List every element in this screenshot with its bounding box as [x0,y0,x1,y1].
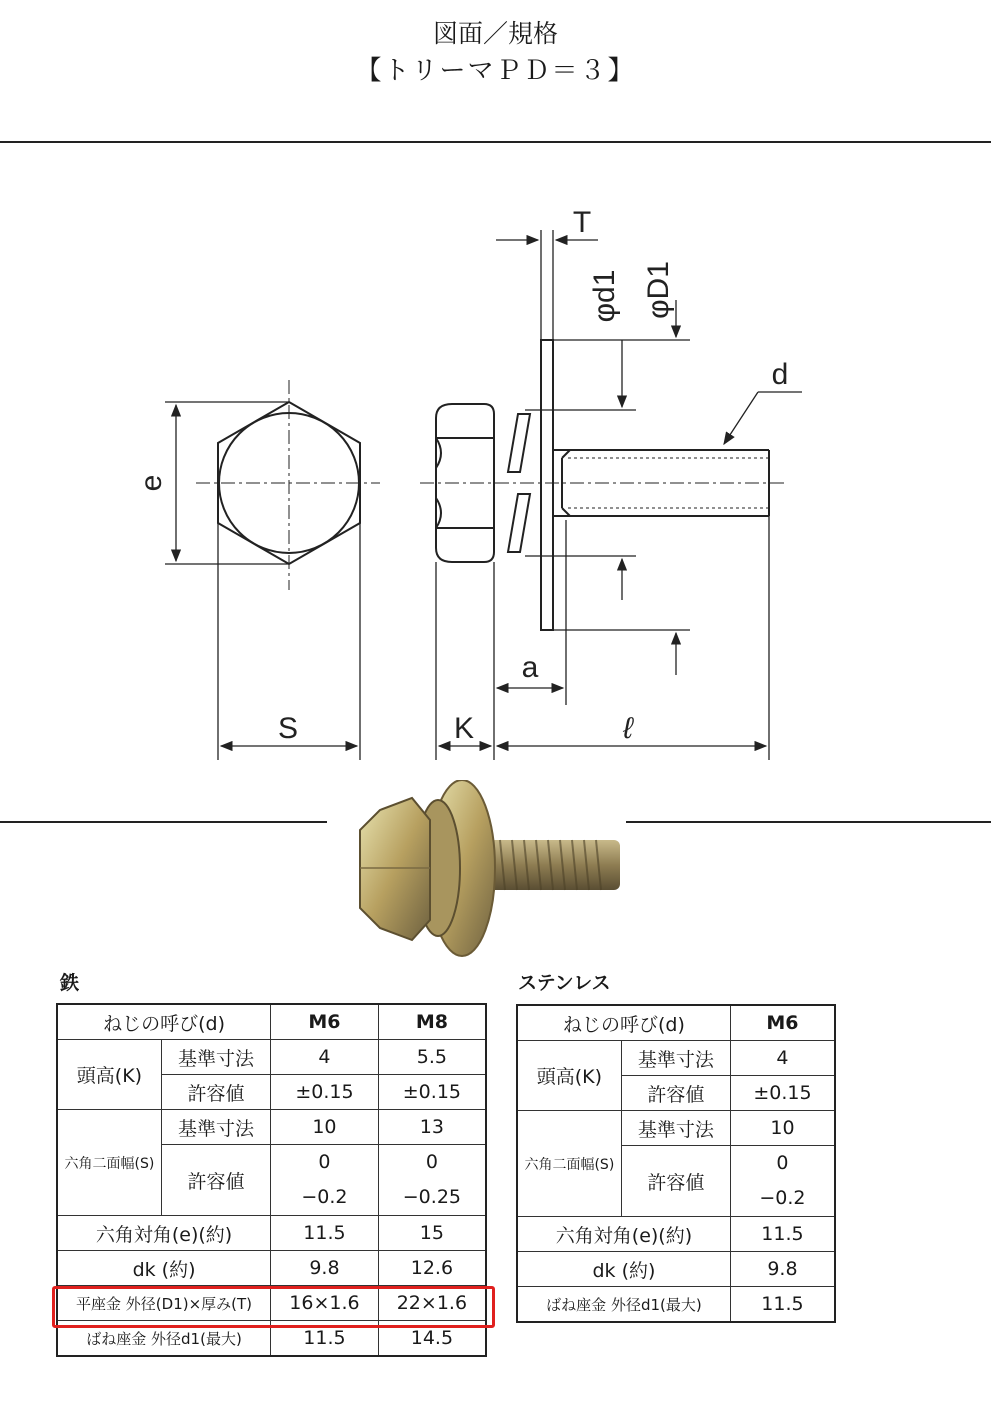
cell: 10 [271,1110,379,1145]
tol-label: 許容値 [621,1146,730,1217]
cell: 4 [730,1041,835,1076]
cell: 9.8 [730,1252,835,1287]
label-l: ℓ [623,712,633,745]
head-height-label: 頭高(K) [517,1041,621,1111]
tol-upper: 0 [776,1152,789,1174]
flat-washer-highlight [52,1286,495,1328]
std-label: 基準寸法 [161,1110,270,1145]
dk-label: dk (約) [517,1252,730,1287]
cell [378,1145,486,1216]
std-label: 基準寸法 [621,1041,730,1076]
label-s: S [277,712,299,745]
spring-washer-lower [508,494,530,552]
hex-width-label: 六角二面幅(S) [517,1111,621,1217]
cell [271,1145,379,1216]
tol-lower: −0.2 [759,1187,806,1209]
right-divider [626,821,991,823]
label-a: a [521,651,539,684]
spring-washer-label: ばね座金 外径d1(最大) [517,1287,730,1323]
header-label: ねじの呼び(d) [517,1005,730,1041]
flat-washer [541,340,553,630]
cell: 4 [271,1040,379,1075]
cell: ±0.15 [730,1076,835,1111]
header-m6: M6 [271,1004,379,1040]
hex-width-label: 六角二面幅(S) [57,1110,161,1216]
cell: ±0.15 [378,1075,486,1110]
cell: 11.5 [730,1217,835,1252]
cell [730,1146,835,1217]
cell: 9.8 [271,1251,379,1286]
cell: 10 [730,1111,835,1146]
product-name: 【トリーマＰＤ＝３】 [355,56,636,86]
cell: 15 [378,1216,486,1251]
technical-drawing [0,200,991,780]
header-label: ねじの呼び(d) [57,1004,271,1040]
label-d: d [771,358,789,391]
tol-lower: −0.25 [402,1186,461,1208]
header-m8: M8 [378,1004,486,1040]
cell: 11.5 [730,1287,835,1323]
dk-label: dk (約) [57,1251,271,1286]
cell: 13 [378,1110,486,1145]
product-photo [330,780,630,965]
page-title: 図面／規格 [432,19,558,48]
flat-washer-label: 平座金 外径(D1)×厚み(T) [57,1286,271,1321]
header-m6: M6 [730,1005,835,1041]
spring-washer-label: ばね座金 外径d1(最大) [57,1321,271,1357]
std-label: 基準寸法 [161,1040,270,1075]
head-height-label: 頭高(K) [57,1040,161,1110]
cell: ±0.15 [271,1075,379,1110]
std-label: 基準寸法 [621,1111,730,1146]
cell: 16×1.6 [271,1286,379,1321]
label-e: e [135,474,168,492]
tol-label: 許容値 [621,1076,730,1111]
hex-diag-label: 六角対角(e)(約) [57,1216,271,1251]
tol-lower: −0.2 [301,1186,348,1208]
stainless-spec-table [516,1004,836,1323]
cell: 5.5 [378,1040,486,1075]
label-t: T [572,206,592,239]
cell: 14.5 [378,1321,486,1357]
top-divider [0,141,991,143]
tol-upper: 0 [318,1151,331,1173]
iron-title: 鉄 [60,972,80,994]
tol-label: 許容値 [161,1145,270,1216]
cell: 22×1.6 [378,1286,486,1321]
cell: 11.5 [271,1216,379,1251]
cell: 11.5 [271,1321,379,1357]
left-divider [0,821,327,823]
stainless-title: ステンレス [518,972,611,994]
cell: 12.6 [378,1251,486,1286]
tol-label: 許容値 [161,1075,270,1110]
label-phi-d1: φd1 [588,269,621,323]
label-phi-D1: φD1 [642,261,675,319]
tol-upper: 0 [425,1151,438,1173]
label-k: K [453,712,475,745]
spring-washer-upper [508,414,530,472]
hex-diag-label: 六角対角(e)(約) [517,1217,730,1252]
